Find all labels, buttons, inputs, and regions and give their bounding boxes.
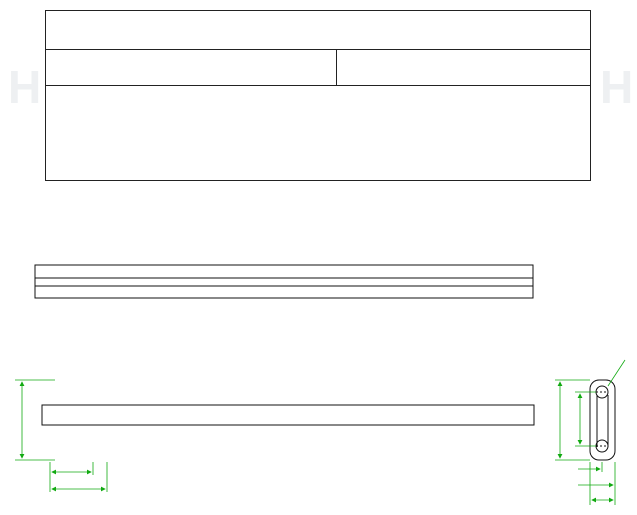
- top-view-strip: [35, 265, 533, 298]
- watermark-right: H: [600, 61, 634, 113]
- watermark-left: H: [8, 61, 42, 113]
- front-dimensions: [15, 380, 107, 492]
- front-view: [42, 405, 534, 425]
